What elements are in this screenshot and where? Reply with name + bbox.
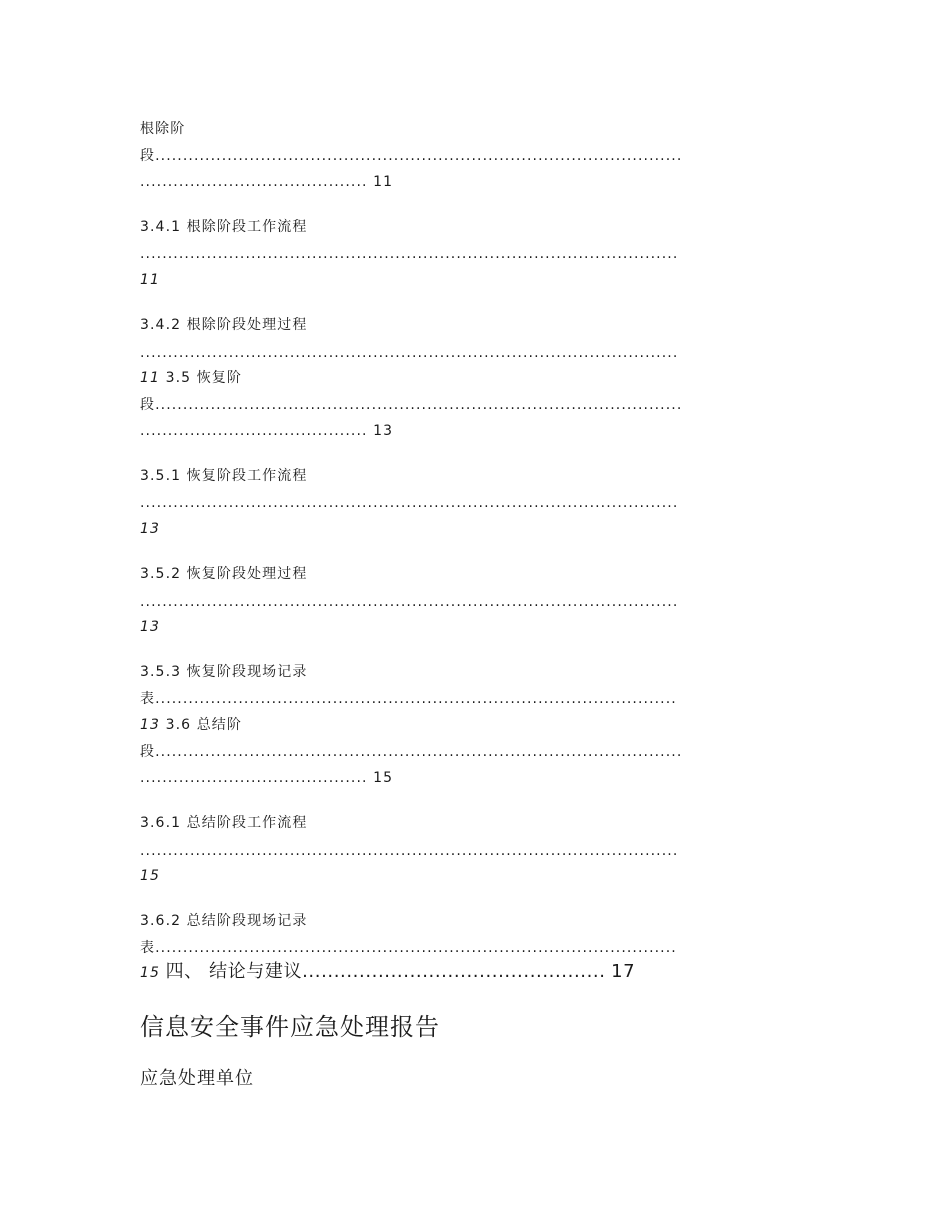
toc-3-6-2-page: 15: [140, 965, 161, 981]
toc-leader-dots: .................................................................................................: [140, 843, 679, 859]
toc-3-5-3-label: 3.5.3 恢复阶段现场记录: [140, 664, 308, 680]
toc-3-5-line: [140, 369, 242, 387]
toc-3-5-3-line: [140, 690, 677, 708]
toc-chapter-4-page: 17: [611, 961, 636, 982]
toc-leader-dots: ................................................: [302, 961, 606, 982]
toc-3-6-2-tail: 表: [140, 940, 156, 956]
toc-leader-dots: ...............................................................................................: [155, 744, 683, 760]
toc-summary-stage-tail: 段: [140, 744, 156, 760]
toc-leader-dots: .........................................: [140, 423, 368, 439]
toc-leader-dots: ...............................................................................................: [155, 148, 683, 164]
toc-3-4-2-page: 11: [140, 370, 161, 386]
toc-3-5-2-label: 3.5.2 恢复阶段处理过程: [140, 566, 308, 582]
toc-3-6-2-label: 3.6.2 总结阶段现场记录: [140, 913, 308, 929]
toc-3-4-1-page: 11: [140, 272, 161, 288]
toc-3-5-1-label: 3.5.1 恢复阶段工作流程: [140, 468, 308, 484]
report-title: 信息安全事件应急处理报告: [140, 1013, 440, 1041]
toc-leader-dots: ..............................................................................................: [155, 691, 677, 707]
toc-3-6-line: [140, 716, 242, 734]
toc-summary-stage-head: 3.6 总结阶: [165, 717, 242, 733]
toc-leader-dots: .................................................................................................: [140, 495, 679, 511]
toc-recovery-stage-head: 3.5 恢复阶: [165, 370, 242, 386]
toc-leader-dots: ...............................................................................................: [155, 397, 683, 413]
toc-leader-dots: .................................................................................................: [140, 594, 679, 610]
report-unit-label: 应急处理单位: [140, 1068, 254, 1089]
toc-3-5-2-page: 13: [140, 619, 161, 635]
toc-eradication-stage-page: 11: [373, 174, 394, 190]
toc-leader-dots: ..............................................................................................: [155, 940, 677, 956]
toc-3-4-1-label: 3.4.1 根除阶段工作流程: [140, 219, 308, 235]
toc-3-5-3-page: 13: [140, 717, 161, 733]
toc-3-5-1-page: 13: [140, 521, 161, 537]
toc-leader-dots: .................................................................................................: [140, 345, 679, 361]
toc-eradication-stage-head: 根除阶: [140, 121, 186, 137]
toc-recovery-stage-line: [140, 396, 682, 414]
toc-3-6-1-label: 3.6.1 总结阶段工作流程: [140, 815, 308, 831]
toc-eradication-stage-line: [140, 147, 682, 165]
toc-leader-dots: .........................................: [140, 770, 368, 786]
toc-recovery-stage-page: 13: [373, 423, 394, 439]
toc-leader-dots: .........................................: [140, 174, 368, 190]
toc-recovery-stage-page-line: [140, 422, 393, 440]
toc-recovery-stage-tail: 段: [140, 397, 156, 413]
toc-summary-stage-line: [140, 743, 682, 761]
toc-3-4-2-label: 3.4.2 根除阶段处理过程: [140, 317, 308, 333]
toc-3-6-1-page: 15: [140, 868, 161, 884]
toc-3-6-2-line: [140, 939, 677, 957]
toc-3-5-3-tail: 表: [140, 691, 156, 707]
toc-summary-stage-page-line: [140, 769, 393, 787]
toc-summary-stage-page: 15: [373, 770, 394, 786]
toc-leader-dots: .................................................................................................: [140, 246, 679, 262]
toc-eradication-stage-page-line: [140, 173, 393, 191]
toc-chapter-4-line: [140, 961, 635, 983]
toc-chapter-4-label: 四、 结论与建议: [165, 961, 303, 982]
toc-eradication-stage-tail: 段: [140, 148, 156, 164]
